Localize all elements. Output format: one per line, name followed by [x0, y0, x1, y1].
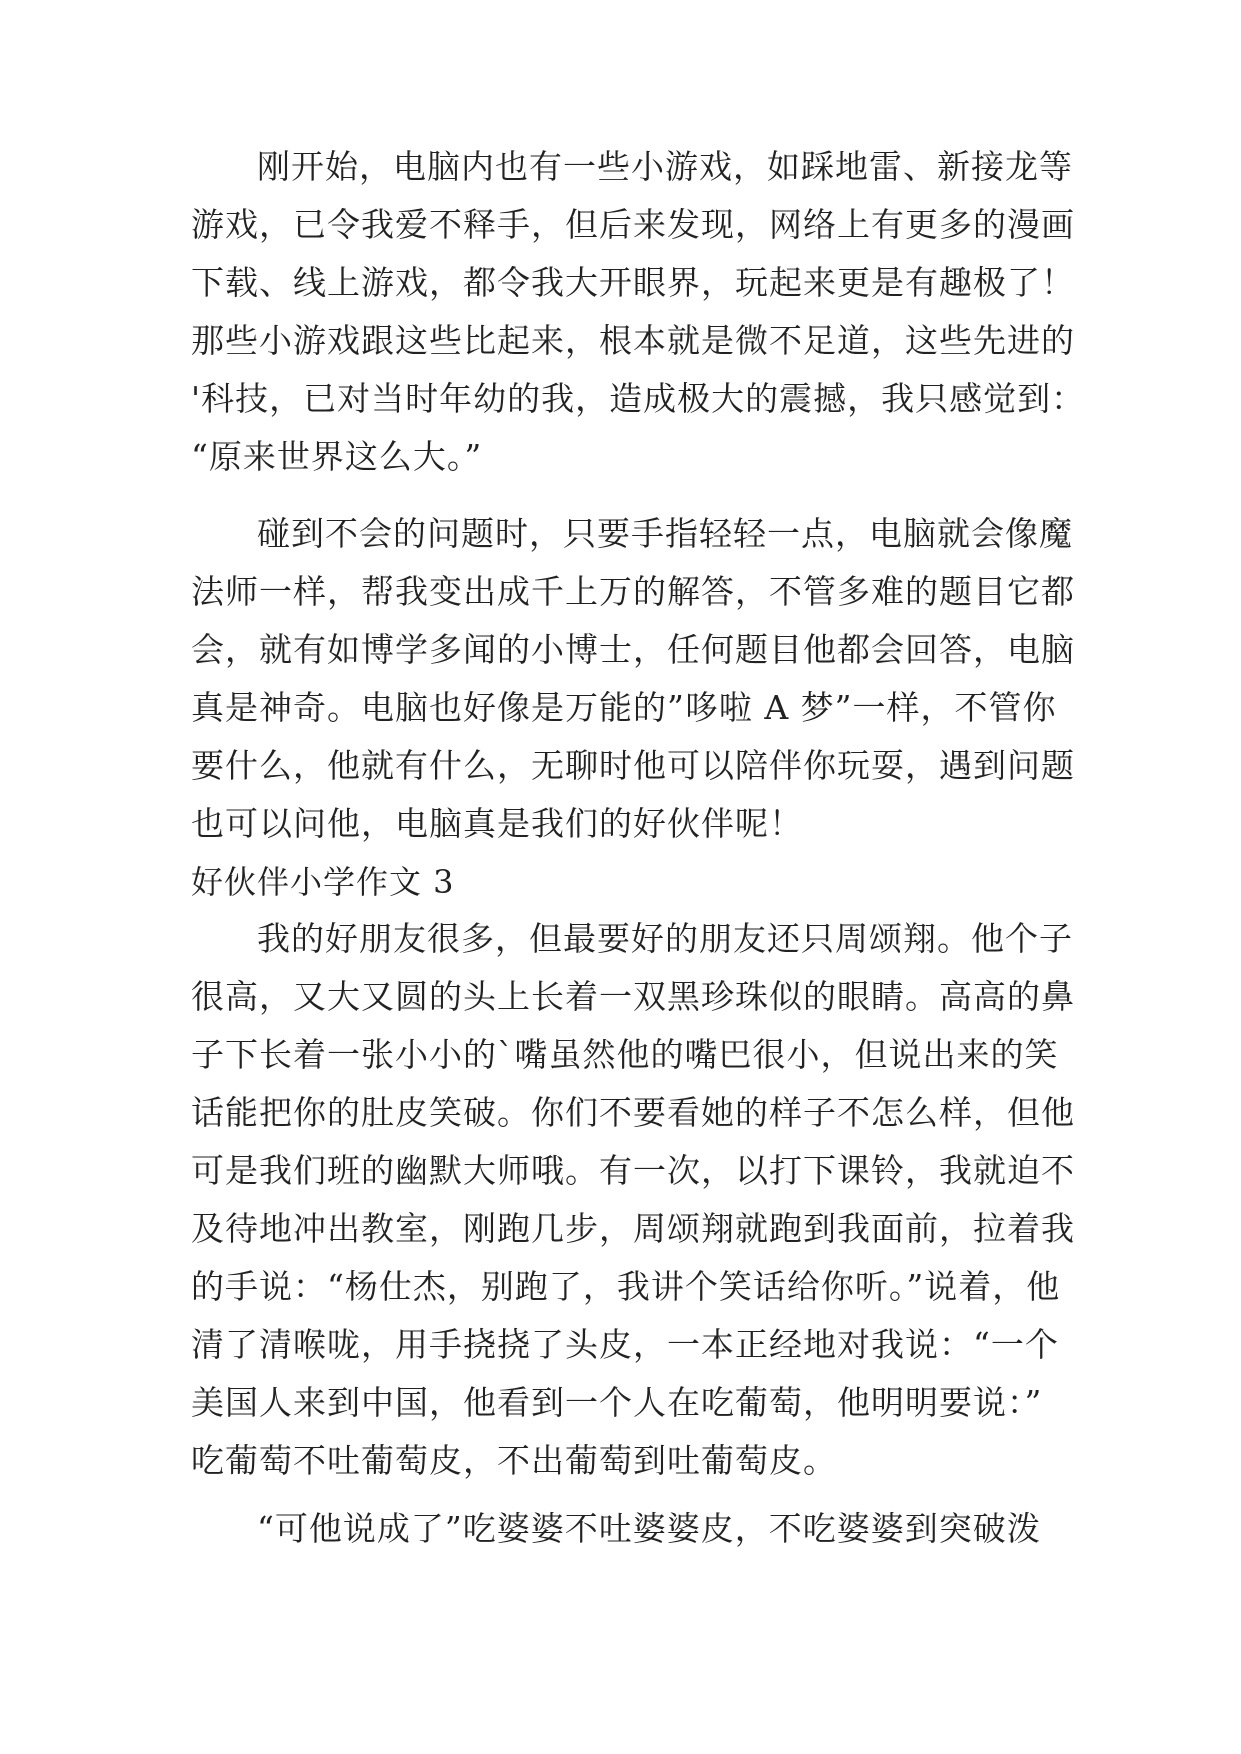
text-line: 真是神奇。电脑也好像是万能的”哆啦 A 梦”一样，不管你	[191, 688, 1057, 727]
text-line: 也可以问他，电脑真是我们的好伙伴呢！	[191, 804, 803, 843]
text-line: 美国人来到中国，他看到一个人在吃葡萄，他明明要说：”	[191, 1383, 1043, 1422]
text-line: 的手说：“杨仕杰，别跑了，我讲个笑话给你听。”说着，他	[191, 1267, 1061, 1306]
text-line: 子下长着一张小小的`嘴虽然他的嘴巴很小，但说出来的笑	[191, 1035, 1059, 1074]
text-line: 法师一样，帮我变出成千上万的解答，不管多难的题目它都	[191, 572, 1075, 611]
text-line: 那些小游戏跟这些比起来，根本就是微不足道，这些先进的	[191, 321, 1075, 360]
text-line: 会，就有如博学多闻的小博士，任何题目他都会回答，电脑	[191, 630, 1075, 669]
section-heading: 好伙伴小学作文 3	[191, 863, 455, 901]
section-heading-block	[191, 853, 1071, 911]
text-line: 我的好朋友很多，但最要好的朋友还只周颂翔。他个子	[257, 919, 1073, 958]
paragraph-1	[191, 138, 1086, 486]
text-line: 话能把你的肚皮笑破。你们不要看她的样子不怎么样，但他	[191, 1093, 1075, 1132]
text-line: 及待地冲出教室，刚跑几步，周颂翔就跑到我面前，拉着我	[191, 1209, 1075, 1248]
paragraph-3	[191, 910, 1075, 1490]
text-line: 可是我们班的幽默大师哦。有一次，以打下课铃，我就迫不	[191, 1151, 1075, 1190]
text-line: 要什么，他就有什么，无聊时他可以陪伴你玩耍，遇到问题	[191, 746, 1075, 785]
text-line: “原来世界这么大。”	[191, 437, 483, 476]
text-line: 刚开始，电脑内也有一些小游戏，如踩地雷、新接龙等	[257, 147, 1073, 186]
text-line: 游戏，已令我爱不释手，但后来发现，网络上有更多的漫画	[191, 205, 1075, 244]
text-line: 吃葡萄不吐葡萄皮，不出葡萄到吐葡萄皮。	[191, 1441, 837, 1480]
text-line: “可他说成了”吃婆婆不吐婆婆皮，不吃婆婆到突破泼	[257, 1509, 1041, 1548]
paragraph-4	[191, 1500, 1071, 1558]
text-line: 很高，又大又圆的头上长着一双黑珍珠似的眼睛。高高的鼻	[191, 977, 1075, 1016]
text-line: 碰到不会的问题时，只要手指轻轻一点，电脑就会像魔	[257, 514, 1073, 553]
paragraph-2	[191, 505, 1075, 853]
text-line: 下载、线上游戏，都令我大开眼界，玩起来更是有趣极了！	[191, 263, 1075, 302]
text-line: 清了清喉咙，用手挠挠了头皮，一本正经地对我说：“一个	[191, 1325, 1059, 1364]
text-line: '科技，已对当时年幼的我，造成极大的震撼，我只感觉到：	[191, 379, 1086, 418]
